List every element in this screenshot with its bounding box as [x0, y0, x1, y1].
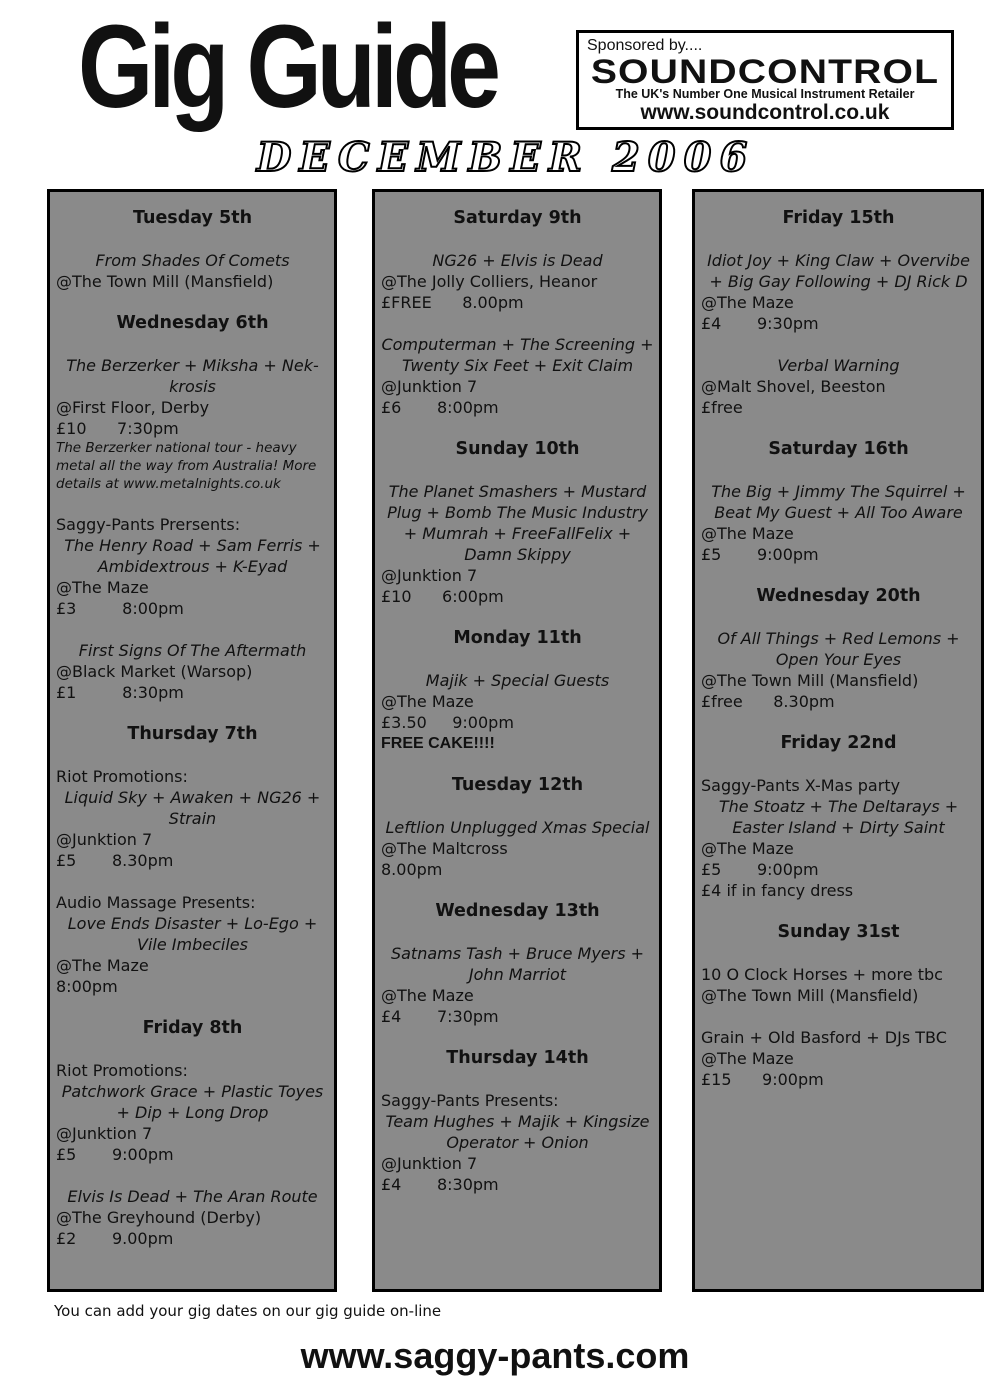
gig-entry: [56, 892, 329, 997]
gig-venue: @The Jolly Colliers, Heanor: [381, 272, 598, 291]
gig-venue: @The Maze: [56, 956, 149, 975]
day-heading: Friday 8th: [142, 1018, 243, 1038]
gig-venue: @The Maze: [701, 1049, 794, 1068]
gig-entry: [701, 355, 976, 418]
gig-acts: Team Hughes + Majik + Kingsize Operator + Onion: [385, 1112, 650, 1152]
gig-acts: Patchwork Grace + Plastic Toyes + Dip + Long Drop: [61, 1082, 324, 1122]
gig-column-1: [47, 189, 337, 1292]
gig-venue: @Black Market (Warsop): [56, 662, 253, 681]
gig-venue: @Junktion 7: [56, 830, 153, 849]
gig-extra: FREE CAKE!!!!: [381, 735, 495, 752]
gig-entry: [381, 817, 654, 880]
gig-entry: [701, 250, 976, 334]
gig-price-time: £2 9.00pm: [56, 1229, 174, 1248]
gig-presenter: Saggy-Pants Prersents:: [56, 515, 241, 534]
gig-acts: NG26 + Elvis is Dead: [432, 251, 603, 270]
gig-entry: [381, 334, 654, 418]
gig-price-time: £free 8.30pm: [701, 692, 835, 711]
sponsor-by: Sponsored by....: [587, 37, 703, 54]
gig-venue: @The Town Mill (Mansfield): [701, 671, 919, 690]
footer-site-link[interactable]: www.saggy-pants.com: [300, 1335, 690, 1376]
gig-venue: @The Town Mill (Mansfield): [701, 986, 919, 1005]
gig-price-time: £FREE 8.00pm: [381, 293, 524, 312]
gig-entry: [56, 1186, 329, 1249]
page-title: Gig Guide: [78, 1, 497, 133]
gig-venue: @The Greyhound (Derby): [56, 1208, 262, 1227]
gig-venue: @The Maze: [701, 293, 794, 312]
gig-entry: [381, 481, 654, 607]
day-heading: Wednesday 20th: [756, 586, 921, 606]
gig-entry: [56, 355, 329, 493]
sponsor-url[interactable]: www.soundcontrol.co.uk: [640, 101, 890, 124]
gig-acts: The Henry Road + Sam Ferris + Ambidextrous + K-Eyad: [64, 536, 321, 576]
gig-price-time: £4 7:30pm: [381, 1007, 499, 1026]
day-heading: Wednesday 6th: [116, 313, 269, 333]
gig-venue: @The Town Mill (Mansfield): [56, 272, 274, 291]
gig-acts: Grain + Old Basford + DJs TBC: [701, 1028, 947, 1047]
day-heading: Thursday 7th: [127, 724, 258, 744]
day-heading: Monday 11th: [453, 628, 582, 648]
day-heading: Tuesday 5th: [132, 208, 253, 228]
gig-venue: @The Maze: [381, 986, 474, 1005]
gig-price-time: £free: [701, 398, 743, 417]
gig-venue: @The Maltcross: [381, 839, 508, 858]
gig-price-time: £5 8.30pm: [56, 851, 174, 870]
gig-entry: [701, 775, 976, 901]
gig-price-time: £3 8:00pm: [56, 599, 184, 618]
gig-entry: [56, 1060, 329, 1165]
gig-price-time: £4 8:30pm: [381, 1175, 499, 1194]
footer-note: You can add your gig dates on our gig guide on-line: [54, 1302, 442, 1320]
gig-venue: @The Maze: [56, 578, 149, 597]
gig-acts: Satnams Tash + Bruce Myers + John Marriot: [390, 944, 645, 984]
day-heading: Friday 22nd: [780, 733, 897, 753]
gig-price-time: £5 9:00pm: [701, 545, 819, 564]
gig-extra: £4 if in fancy dress: [701, 881, 854, 900]
gig-acts: Computerman + The Screening + Twenty Six Feet + Exit Claim: [381, 335, 654, 375]
gig-column-3: [692, 189, 984, 1292]
gig-venue: @Malt Shovel, Beeston: [701, 377, 886, 396]
gig-acts: Idiot Joy + King Claw + Overvibe + Big Gay Following + DJ Rick D: [707, 251, 970, 291]
day-heading: Saturday 16th: [768, 439, 909, 459]
sponsor-logo: SOUNDCONTROL: [590, 53, 940, 91]
gig-presenter: Saggy-Pants X-Mas party: [701, 776, 901, 795]
gig-acts: Love Ends Disaster + Lo-Ego + Vile Imbeciles: [67, 914, 318, 954]
gig-venue: @The Maze: [701, 839, 794, 858]
gig-price-time: £3.50 9:00pm: [381, 713, 514, 732]
gig-presenter: Riot Promotions:: [56, 767, 188, 786]
gig-entry: [56, 766, 329, 871]
gig-acts: Verbal Warning: [777, 356, 900, 375]
gig-price-time: £10 7:30pm: [56, 419, 179, 438]
gig-price-time: £5 9:00pm: [701, 860, 819, 879]
gig-price-time: £10 6:00pm: [381, 587, 504, 606]
gig-acts: Elvis Is Dead + The Aran Route: [67, 1187, 318, 1206]
gig-venue: @First Floor, Derby: [56, 398, 210, 417]
gig-column-2: [372, 189, 662, 1292]
gig-entry: [56, 640, 329, 703]
gig-venue: @Junktion 7: [56, 1124, 153, 1143]
gig-acts: Liquid Sky + Awaken + NG26 + Strain: [64, 788, 321, 828]
gig-venue: @The Maze: [701, 524, 794, 543]
day-heading: Sunday 31st: [777, 922, 900, 942]
gig-venue: @Junktion 7: [381, 1154, 478, 1173]
gig-price-time: £15 9:00pm: [701, 1070, 824, 1089]
gig-entry: [701, 628, 976, 712]
sponsor-box: [576, 30, 954, 130]
gig-acts: Majik + Special Guests: [425, 671, 610, 690]
gig-acts: From Shades Of Comets: [95, 251, 290, 270]
gig-acts: The Big + Jimmy The Squirrel + Beat My Guest + All Too Aware: [711, 482, 966, 522]
day-heading: Sunday 10th: [455, 439, 580, 459]
gig-entry: [56, 514, 329, 619]
gig-presenter: Saggy-Pants Presents:: [381, 1091, 559, 1110]
gig-entry: [701, 481, 976, 565]
gig-entry: [701, 1027, 976, 1090]
gig-acts: The Berzerker + Miksha + Nek-krosis: [66, 356, 319, 396]
day-heading: Saturday 9th: [453, 208, 582, 228]
gig-acts: Leftlion Unplugged Xmas Special: [385, 818, 650, 837]
gig-entry: [701, 964, 976, 1006]
gig-acts: First Signs Of The Aftermath: [78, 641, 307, 660]
gig-entry: [381, 670, 654, 754]
day-heading: Wednesday 13th: [435, 901, 600, 921]
gig-price-time: £5 9:00pm: [56, 1145, 174, 1164]
month-heading: DECEMBER 2006: [256, 134, 756, 181]
gig-price-time: £4 9:30pm: [701, 314, 819, 333]
day-heading: Thursday 14th: [446, 1048, 589, 1068]
gig-entry: [381, 943, 654, 1027]
gig-entry: [56, 250, 329, 292]
gig-price-time: 8.00pm: [381, 860, 443, 879]
day-heading: Friday 15th: [782, 208, 895, 228]
gig-entry: [381, 250, 654, 313]
gig-price-time: £6 8:00pm: [381, 398, 499, 417]
gig-acts: The Planet Smashers + Mustard Plug + Bomb The Music Industry + Mumrah + FreeFallFelix + Damn Skippy: [387, 482, 648, 564]
gig-acts: The Stoatz + The Deltarays + Easter Island + Dirty Saint: [718, 797, 959, 837]
day-heading: Tuesday 12th: [451, 775, 584, 795]
gig-presenter: Riot Promotions:: [56, 1061, 188, 1080]
gig-venue: @Junktion 7: [381, 377, 478, 396]
gig-venue: @The Maze: [381, 692, 474, 711]
gig-note: The Berzerker national tour - heavy metal all the way from Australia! More details at www.metalnights.co.uk: [56, 440, 317, 492]
gig-venue: @Junktion 7: [381, 566, 478, 585]
gig-entry: [381, 1090, 654, 1195]
gig-acts: 10 O Clock Horses + more tbc: [701, 965, 943, 984]
gig-acts: Of All Things + Red Lemons + Open Your Eyes: [717, 629, 960, 669]
gig-price-time: 8:00pm: [56, 977, 118, 996]
sponsor-tagline: The UK's Number One Musical Instrument Retailer: [615, 87, 915, 101]
gig-price-time: £1 8:30pm: [56, 683, 184, 702]
gig-presenter: Audio Massage Presents:: [56, 893, 256, 912]
